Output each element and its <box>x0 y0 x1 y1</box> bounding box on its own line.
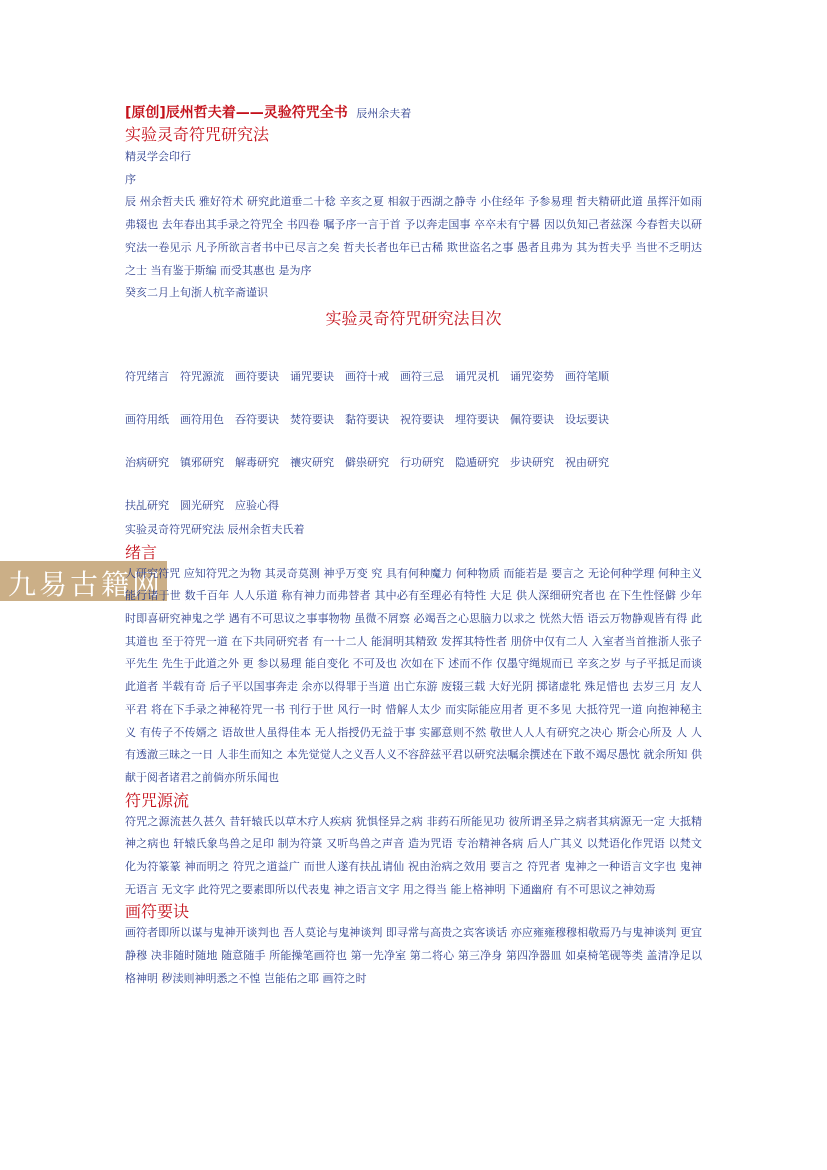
toc-item: 符咒源流 <box>180 369 224 383</box>
toc-item: 设坛要诀 <box>565 412 609 426</box>
toc-row <box>125 410 702 430</box>
book-title: 实验灵奇符咒研究法 <box>125 125 270 144</box>
publisher: 精灵学会印行 <box>125 150 191 163</box>
toc-item: 扶乩研究 <box>125 498 169 512</box>
toc-row <box>125 496 702 516</box>
toc-item: 诵咒姿势 <box>510 369 554 383</box>
toc-item: 禳灾研究 <box>290 455 334 469</box>
section-intro-text: 人研究符咒 应知符咒之为物 其灵奇莫测 神乎万变 究 具有何种魔力 何种物质 而能若是 要言之 无论何种学理 何种主义 能行诸于世 数千百年 人人乐道 称有神力而弗替者 其中必有至理必有特性 大足 供人深细研究者也 在下生性怪僻 少年时即喜研究神鬼之学 遇有不可思议之事事物物 虽微不屑察 必竭吾之心思脑力以求之 恍然大悟 语云万物静观皆有得 此其道也 至于符咒一道 在下共同研究者 有一十二人 能洞明其精致 发挥其特性者 朋侪中仅有二人 入室者当首推浙人张子平先生 先生于此道之外 更 参以易理 能自变化 不可及也 次如在下 述而不作 仅墨守绳规而已 辛亥之岁 与子平抵足而谈此道者 半载有奇 后子平以国事奔走 余亦以得罪于当道 出亡东游 废辍三载 大好光阴 掷诸虚牝 殊足惜也 去岁三月 友人平君 将在下手录之神秘符咒一书 刊行于世 风行一时 惜解人太少 而实际能应用者 更不多见 大抵符咒一道 向抱神秘主义 有传子不传婿之 语故世人虽得佳本 无人指授仍无益于事 实鄙意则不然 敬世人人人有研究之决心 斯会心所及 人 人有透澈三昧之一日 人非生而知之 本先觉觉人之义吾人义不容辞兹平君以研究法嘱余撰述在下敢不竭尽愚忱 就余所知 供献于阅者诸君之前倘亦所乐闻也 <box>125 566 702 784</box>
toc-item: 符咒绪言 <box>125 369 169 383</box>
toc-item: 治病研究 <box>125 455 169 469</box>
document-title: [原创]辰州哲夫着——灵验符咒全书 <box>125 105 348 121</box>
toc-item: 画符三忌 <box>400 369 444 383</box>
toc-item: 圆光研究 <box>180 498 224 512</box>
section-heading: 符咒源流 <box>125 790 190 810</box>
toc-item: 画符要诀 <box>235 369 279 383</box>
document-page <box>125 103 702 991</box>
section-heading: 绪言 <box>125 542 158 562</box>
byline: 实验灵奇符咒研究法 辰州余哲夫氏着 <box>125 522 305 536</box>
document-header <box>125 103 702 124</box>
toc-row <box>125 453 702 473</box>
preface-signature: 癸亥二月上旬浙人杭辛斋谨识 <box>125 286 268 300</box>
toc-item: 佩符要诀 <box>510 412 554 426</box>
toc-item: 焚符要诀 <box>290 412 334 426</box>
section-heading: 画符要诀 <box>125 902 190 922</box>
toc-item: 画符十戒 <box>345 369 389 383</box>
toc-item: 行功研究 <box>400 455 444 469</box>
toc-item: 隐遁研究 <box>455 455 499 469</box>
toc-item: 解毒研究 <box>235 455 279 469</box>
toc-item: 吞符要诀 <box>235 412 279 426</box>
toc-item: 应验心得 <box>235 498 279 512</box>
toc-item: 镇邪研究 <box>180 455 224 469</box>
toc-item: 诵咒灵机 <box>455 369 499 383</box>
section-origin-text: 符咒之源流甚久甚久 昔轩辕氏以草木疗人疾病 犹惧怪异之病 非药石所能见功 彼所谓圣异之病者其病源无一定 大抵精神之病也 轩辕氏象鸟兽之足印 制为符箓 又听鸟兽之声音 造为咒语 专治精神各病 后人广其义 以梵语化作咒语 以梵文化为符篆篆 神而明之 符咒之道益广 而世人遂有扶乩请仙 祝由治病之效用 要言之 符咒者 鬼神之一种语言文字也 鬼神无语言 无文字 此符咒之要素即所以代表鬼 神之语言文字 用之得当 能上格神明 下通幽府 有不可思议之神効焉 <box>125 814 702 896</box>
toc-item: 祝符要诀 <box>400 412 444 426</box>
toc-item: 画符用纸 <box>125 412 169 426</box>
preface-text: 辰 州余哲夫氏 雅好符术 研究此道垂二十稔 辛亥之夏 相叙于西湖之静寺 小住经年 予参易理 哲夫精研此道 虽挥汗如雨 弗辍也 去年春出其手录之符咒全 书四卷 嘱予序一言于首 予以奔走国事 卒卒未有宁晷 因以负知己者兹深 今春哲夫以研究法一卷见示 凡予所欲言者书中已尽言之矣 哲夫长者也年已古稀 欺世盗名之事 愚者且弗为 其为哲夫乎 当世不乏明达之士 当有鉴于斯编 而受其惠也 是为序 <box>125 195 702 277</box>
section-drawing-text: 画符者即所以谋与鬼神开谈判也 吾人莫论与鬼神谈判 即寻常与高贵之宾客谈话 亦应雍雍穆穆相敬焉乃与鬼神谈判 更宜静穆 决非随时随地 随意随手 所能操笔画符也 第一先净室 第二将心 第三净身 第四净器皿 如桌椅笔砚等类 盖清净足以格神明 秽渎则神明悉之不惶 岂能佑之耶 画符之时 <box>125 926 702 985</box>
toc-item: 祝由研究 <box>565 455 609 469</box>
toc-item: 黏符要诀 <box>345 412 389 426</box>
toc-item: 画符笔顺 <box>565 369 609 383</box>
toc-item: 步诀研究 <box>510 455 554 469</box>
toc-item: 诵咒要诀 <box>290 369 334 383</box>
toc-item: 僻祟研究 <box>345 455 389 469</box>
toc-item: 画符用色 <box>180 412 224 426</box>
document-author: 辰州余夫着 <box>356 107 412 120</box>
watermark-text: 九易古籍网 <box>8 568 164 601</box>
toc-item: 埋符要诀 <box>455 412 499 426</box>
toc-title: 实验灵奇符咒研究法目次 <box>325 308 502 328</box>
toc-row <box>125 367 702 387</box>
preface-label: 序 <box>125 172 136 186</box>
